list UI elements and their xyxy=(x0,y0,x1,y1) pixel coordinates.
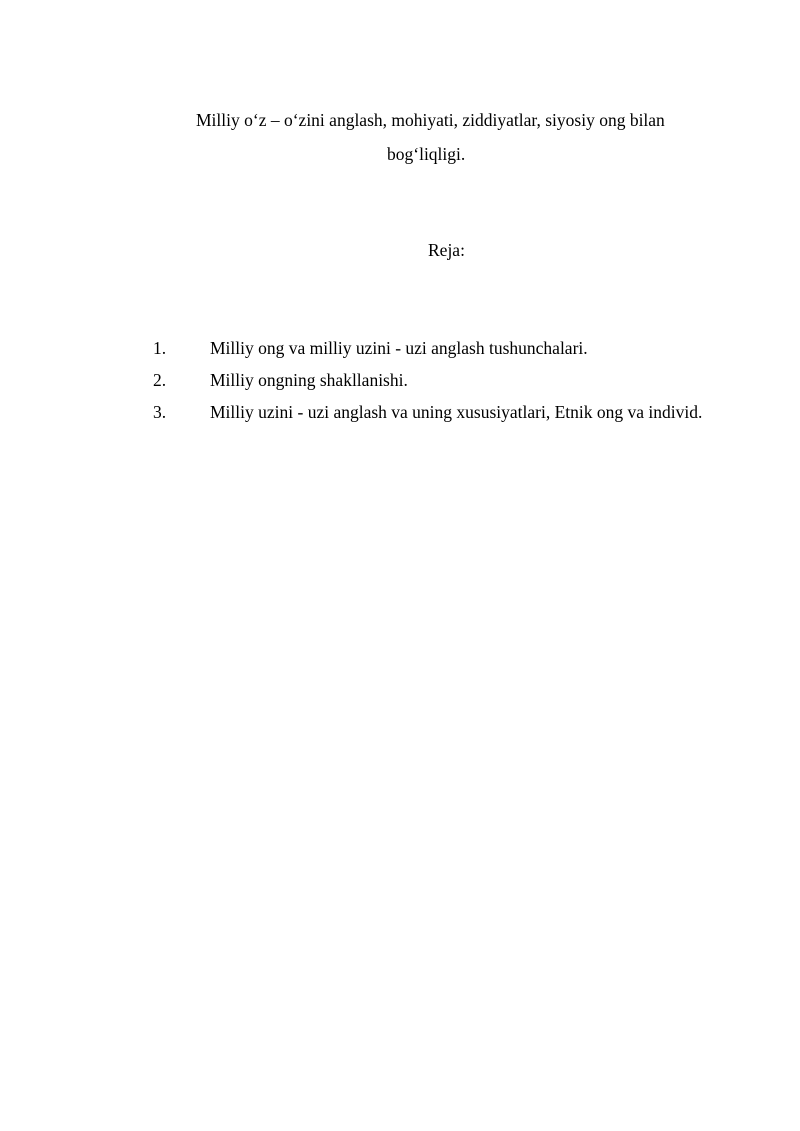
plan-item-number: 1. xyxy=(153,338,167,358)
document-title-line-1: Milliy o‘z – o‘zini anglash, mohiyati, ziddiyatlar, siyosiy ong bilan xyxy=(196,110,665,130)
plan-item-text: Milliy ongning shakllanishi. xyxy=(210,370,408,390)
plan-item-text: Milliy uzini - uzi anglash va uning xususiyatlari, Etnik ong va individ. xyxy=(210,402,703,422)
document-title-line-2: bog‘liqligi. xyxy=(387,144,466,164)
plan-item-text: Milliy ong va milliy uzini - uzi anglash tushunchalari. xyxy=(210,338,588,358)
plan-heading: Reja: xyxy=(428,240,465,260)
plan-item-number: 3. xyxy=(153,402,167,422)
plan-item-number: 2. xyxy=(153,370,167,390)
